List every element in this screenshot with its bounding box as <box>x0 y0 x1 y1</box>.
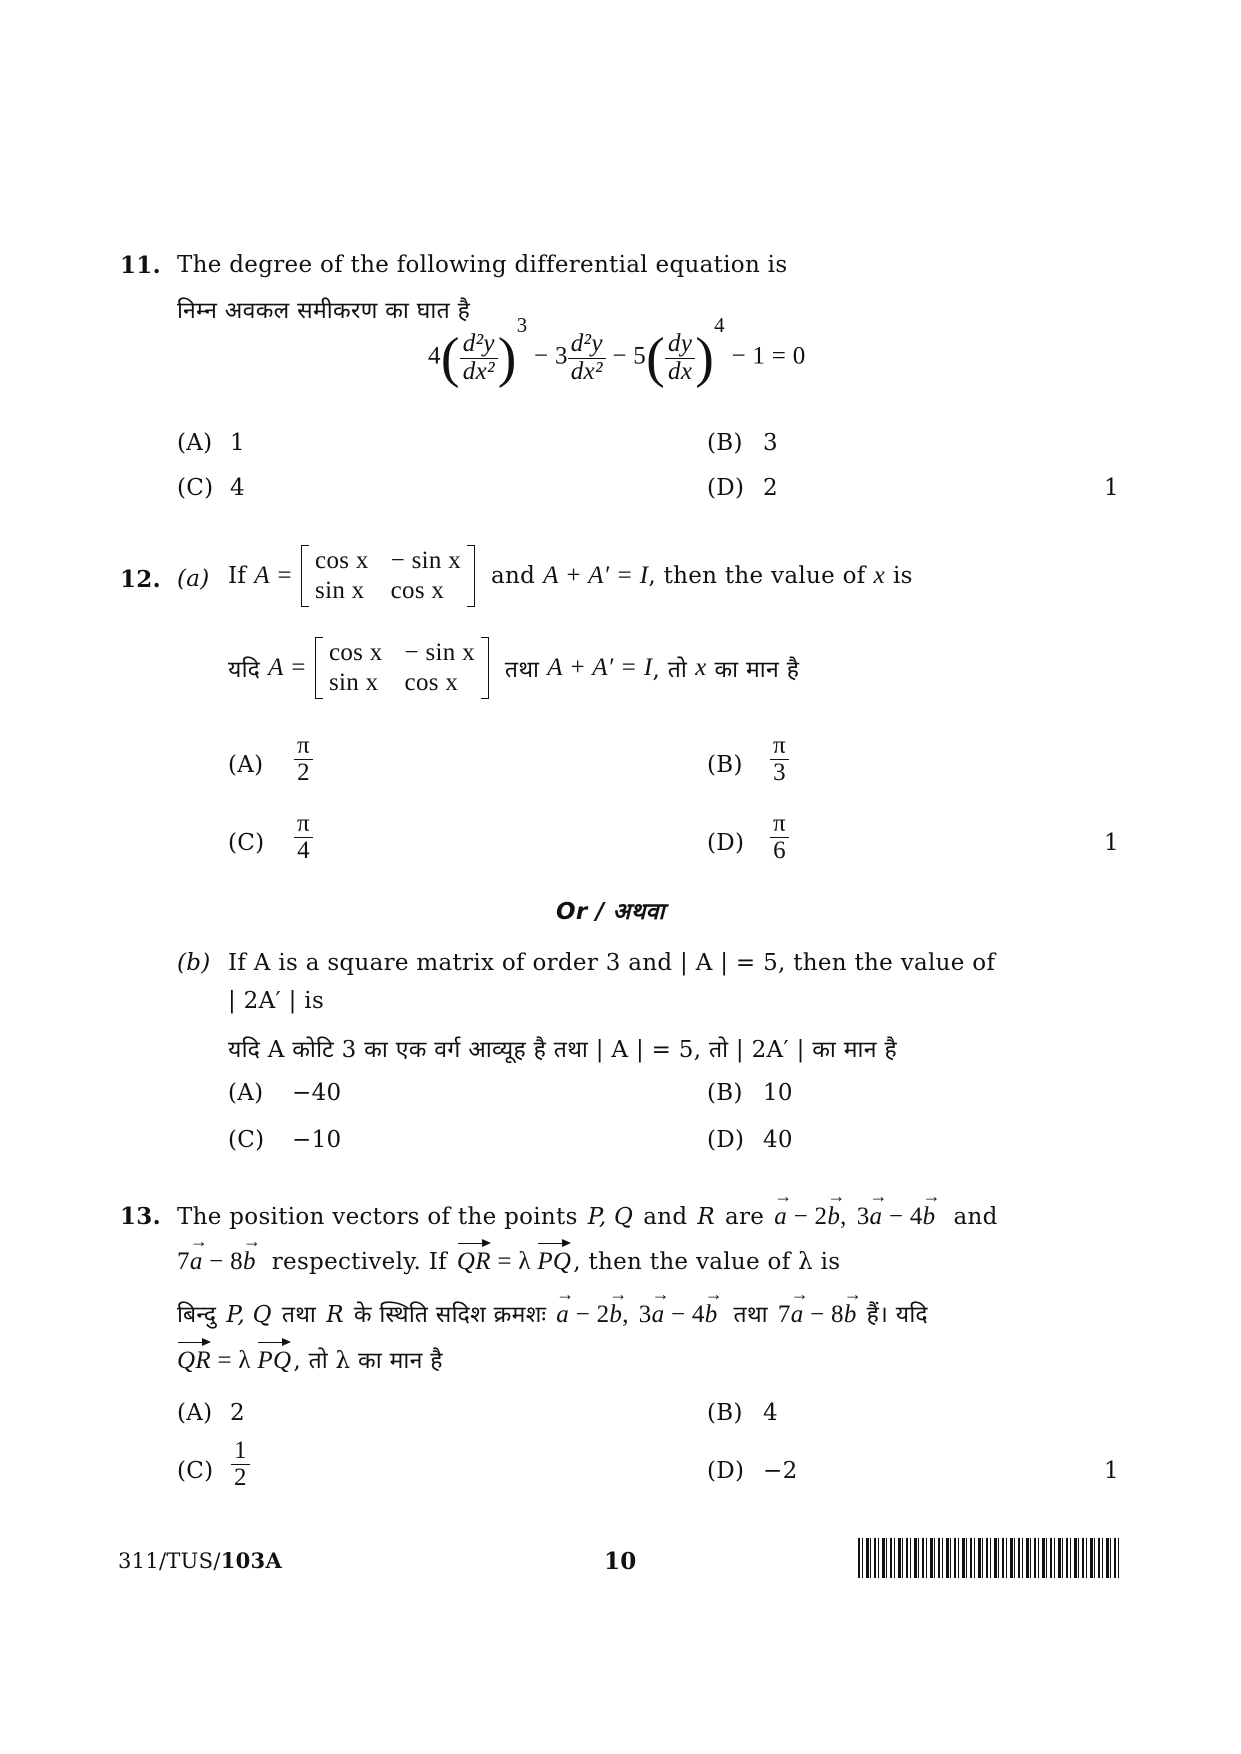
question-number: 12. <box>120 566 161 593</box>
option-value: 1 <box>230 430 245 456</box>
option-label: (A) <box>177 1400 213 1426</box>
option-label: (B) <box>707 430 743 456</box>
option-value: −40 <box>292 1080 342 1106</box>
question-text-en: The degree of the following differential equation is <box>177 252 788 278</box>
option-label: (B) <box>707 752 743 778</box>
option-fraction: $\frac{\pi}{4}$ <box>294 811 313 865</box>
option-value: 4 <box>230 475 245 501</box>
question-12a-text-hi: यदि A = cos x − sin x sin x cos x तथा A + A′ = I , तो x का मान है <box>228 637 799 699</box>
matrix-cell: − sin x <box>404 639 475 666</box>
question-13-text-en-1: The position vectors of the points P, Q and R are → a − 2→ b, 3→ a − 4→ b and <box>177 1203 998 1231</box>
option-value: 4 <box>763 1400 778 1426</box>
question-12b-text-en: If A is a square matrix of order 3 and | A | = 5, then the value of <box>228 950 996 976</box>
question-12b-text-hi: यदि A कोटि 3 का एक वर्ग आव्यूह है तथा | A | = 5, तो | 2A′ | का मान है <box>228 1037 897 1063</box>
option-label: (A) <box>228 752 264 778</box>
option-value: 40 <box>763 1127 793 1153</box>
option-value: 10 <box>763 1080 793 1106</box>
question-13-text-en-2: 7→ a − 8→ b respectively. If QR = λ PQ , then the value of λ is <box>177 1248 840 1276</box>
option-fraction: $\frac{\pi}{3}$ <box>770 733 789 787</box>
marks: 1 <box>1104 1458 1119 1484</box>
marks: 1 <box>1104 475 1119 501</box>
barcode <box>858 1538 1120 1578</box>
matrix-name: A = <box>268 654 307 681</box>
paper-code: 311/TUS/103A <box>118 1548 283 1573</box>
option-label: (B) <box>707 1400 743 1426</box>
question-13-text-hi-2: QR = λ PQ , तो λ का मान है <box>177 1347 443 1374</box>
matrix-a <box>315 637 489 699</box>
question-text-hi: निम्न अवकल समीकरण का घात है <box>177 298 471 324</box>
marks: 1 <box>1104 830 1119 856</box>
vector-expression: 3→ a − 4→ b <box>639 1301 718 1329</box>
fraction-second-derivative: $\frac{\text{d²y}}{\text{dx²}}$ <box>568 331 606 385</box>
vector-expression: 7→ a − 8→ b <box>177 1248 256 1276</box>
matrix-cell: cos x <box>328 639 383 666</box>
exponent: 3 <box>516 313 528 338</box>
condition: A + A′ = I <box>547 654 653 681</box>
exponent: 4 <box>714 313 725 338</box>
question-number: 11. <box>120 252 161 279</box>
option-fraction: $\frac{\pi}{6}$ <box>770 811 789 865</box>
option-label: (B) <box>707 1080 743 1106</box>
option-label: (D) <box>707 830 745 856</box>
question-12a-text-en: If A = cos x − sin x sin x cos x and A + A′ = I , then the value of x is <box>228 545 913 607</box>
part-label: (b) <box>177 950 211 976</box>
matrix-a <box>301 545 475 607</box>
vector-equation: QR = λ PQ <box>456 1248 572 1275</box>
differential-equation: 4( $\frac{\text{d²y}}{\text{dx²}}$ )$^3$ − 3 $\frac{\text{d²y}}{\text{dx²}}$ − 5( $\frac{dy}{dx}$ )$^4$ − 1 = 0 <box>428 313 806 389</box>
option-fraction: $\frac{1}{2}$ <box>231 1438 250 1492</box>
option-value: −10 <box>292 1127 342 1153</box>
question-12b-text-en-cont: | 2A′ | is <box>228 988 325 1014</box>
matrix-name: A = <box>254 562 294 589</box>
matrix-cell: sin x <box>328 669 379 696</box>
matrix-cell: sin x <box>315 577 365 604</box>
option-label: (C) <box>177 475 214 501</box>
matrix-cell: cos x <box>390 577 445 604</box>
option-value: 2 <box>230 1400 245 1426</box>
question-number: 13. <box>120 1203 161 1230</box>
equation-tail: − 1 = 0 <box>731 342 806 370</box>
vector-expression: → a − 2→ b, <box>556 1301 629 1329</box>
term-coefficient: − 5 <box>612 342 647 370</box>
option-label: (C) <box>228 830 265 856</box>
option-label: (D) <box>707 475 745 501</box>
matrix-cell: − sin x <box>390 547 461 574</box>
coefficient: 4 <box>428 342 441 370</box>
page-number: 10 <box>604 1548 637 1575</box>
part-label: (a) <box>177 566 210 592</box>
vector-expression: → a − 2→ b, <box>774 1203 847 1231</box>
vector-equation: QR = λ PQ <box>177 1347 292 1374</box>
condition: A + A′ = I <box>543 562 649 589</box>
fraction-first-derivative: $\frac{dy}{dx}$ <box>665 331 695 385</box>
option-label: (A) <box>228 1080 264 1106</box>
or-divider: Or / अथवा <box>556 899 665 925</box>
vector-expression: 3→ a − 4→ b <box>857 1203 936 1231</box>
option-label: (A) <box>177 430 213 456</box>
matrix-cell: cos x <box>315 547 369 574</box>
vector-expression: 7→ a − 8→ b <box>778 1301 857 1329</box>
option-value: 3 <box>763 430 778 456</box>
option-label: (D) <box>707 1127 745 1153</box>
option-value: 2 <box>763 475 778 501</box>
option-label: (C) <box>228 1127 265 1153</box>
matrix-cell: cos x <box>404 669 459 696</box>
question-13-text-hi-1: बिन्दु P, Q तथा R के स्थिति सदिश क्रमशः → a − 2→ b, 3→ a − 4→ b तथा 7→ a − 8→ b हैं। यदि <box>177 1297 928 1329</box>
option-value: −2 <box>763 1458 798 1484</box>
term-coefficient: − 3 <box>534 342 568 370</box>
option-label: (C) <box>177 1458 214 1484</box>
option-fraction: $\frac{\pi}{2}$ <box>294 733 313 787</box>
fraction-second-derivative: $\frac{\text{d²y}}{\text{dx²}}$ <box>460 331 498 385</box>
option-label: (D) <box>707 1458 745 1484</box>
